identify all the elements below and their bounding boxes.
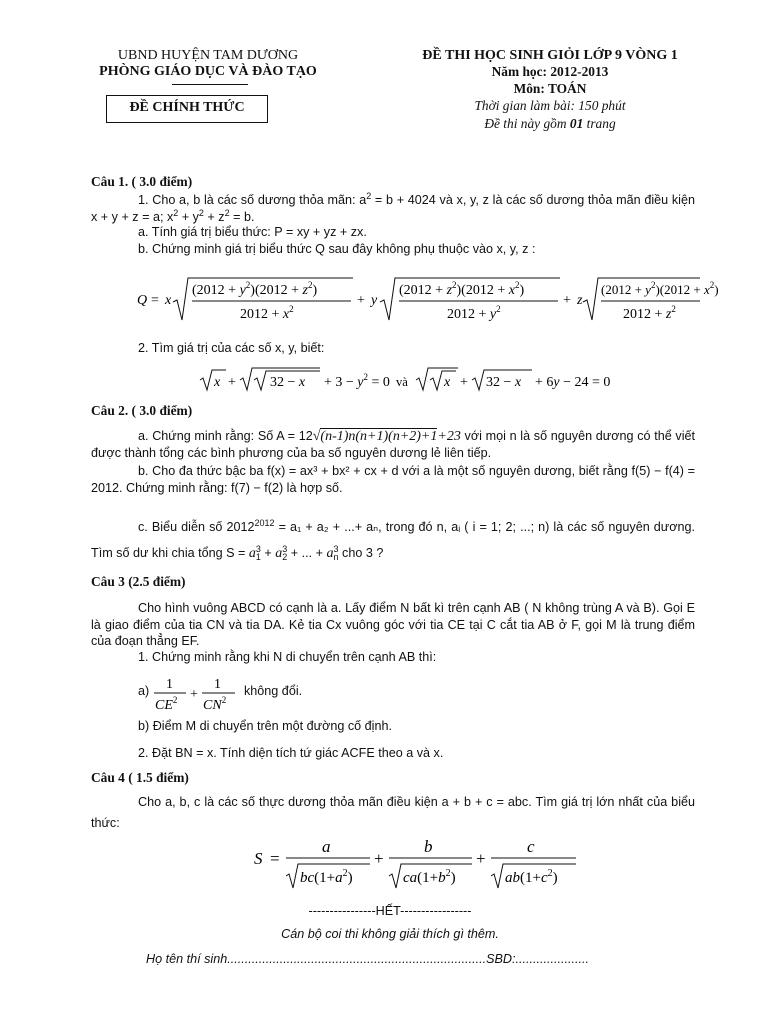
svg-text:+: + bbox=[190, 687, 198, 702]
svg-text:(2012 + y2)(2012 + x2): $(2012 + y^2)(2012 + x^2)$ bbox=[601, 280, 719, 297]
q2-part-c: c. Biểu diễn số $2012^{2012} = a_1 + a_2$ + ...+ aₙ, trong đó n, aᵢ ( i = 1; 2; ...; n) là các số nguyên dương. Tìm số dư khi chia tổng $S = a_1^3 + a_2^3$ + ... + $a_n^3$ cho 3 ? bbox=[91, 518, 695, 562]
svg-text:+: + bbox=[357, 293, 365, 308]
svg-text:b: b bbox=[424, 837, 433, 856]
svg-text:2012 + z2: $2012 + z^2$ bbox=[623, 304, 676, 322]
q3-intro: Cho hình vuông ABCD có cạnh là a. Lấy điểm N bất kì trên cạnh AB ( N không trùng A và B). Gọi E là giao điểm của tia CN và tia DA. Kẻ tia Cx vuông góc với tia CE tại C cắt tia AB ở F, gọi M là trung điểm của đoạn thẳng EF. bbox=[91, 601, 695, 648]
q-formula bbox=[135, 272, 719, 328]
svg-text:2012 + y2: $2012 + y^2$ bbox=[447, 304, 501, 322]
svg-text:+: + bbox=[228, 375, 236, 390]
svg-text:+: + bbox=[374, 849, 384, 868]
q1-part-a: a. Tính giá trị biểu thức: P = xy + yz + zx. bbox=[138, 225, 367, 239]
svg-text:bc(1+a2): $bc(1+a^2)$ bbox=[300, 868, 353, 886]
svg-text:+: + bbox=[460, 375, 468, 390]
svg-text:CN2: $CN^2$ bbox=[203, 695, 227, 713]
q3-a-formula bbox=[152, 672, 242, 714]
proctor-note: Cán bộ coi thi không giải thích gì thêm. bbox=[281, 927, 499, 941]
svg-text:c: c bbox=[527, 837, 535, 856]
svg-text:Q: Q bbox=[137, 293, 148, 308]
svg-text:1: 1 bbox=[166, 677, 173, 692]
svg-text:=: = bbox=[270, 849, 280, 868]
school-year: Năm học: 2012-2013 bbox=[491, 64, 609, 79]
svg-text:a: a bbox=[322, 837, 331, 856]
q3-a-text: không đổi. bbox=[244, 684, 303, 698]
q3-title: Câu 3 (2.5 điểm) bbox=[91, 574, 186, 589]
q3-part1: 1. Chứng minh rằng khi N di chuyển trên cạnh AB thì: bbox=[138, 650, 437, 664]
q2-part-a: a. Chứng minh rằng: Số A = 12√(n-1)n(n+1)(n+2)+1+23 với mọi n là số nguyên dương có thể viết được thành tổng các bình phương của ba số nguyên dương lẻ liên tiếp. bbox=[91, 429, 696, 460]
svg-text:2012 + x2: $2012 + x^2$ bbox=[240, 304, 294, 322]
official-label: ĐỀ CHÍNH THỨC bbox=[129, 100, 245, 115]
q4-title: Câu 4 ( 1.5 điểm) bbox=[91, 770, 189, 785]
q3-part2: 2. Đặt BN = x. Tính diện tích tứ giác ACFE theo a và x. bbox=[138, 746, 444, 760]
svg-text:và: và bbox=[396, 375, 408, 389]
svg-text:+: + bbox=[476, 849, 486, 868]
svg-text:S: S bbox=[254, 849, 263, 868]
svg-text:=: = bbox=[151, 293, 159, 308]
svg-text:y: y bbox=[371, 293, 378, 308]
exam-title: ĐỀ THI HỌC SINH GIỎI LỚP 9 VÒNG 1 bbox=[422, 48, 678, 63]
svg-text:+ 3 − y2 = 0: + $3 - y^2 = 0$ bbox=[324, 372, 390, 390]
end-marker: ----------------HẾT----------------- bbox=[308, 904, 472, 918]
page-count: Đề thi này gồm 01 trang bbox=[484, 116, 616, 131]
svg-text:x: x bbox=[165, 293, 172, 308]
q1-title: Câu 1. ( 3.0 điểm) bbox=[91, 174, 193, 189]
svg-text:+ 6y − 24 = 0: + 6y − 24 = 0 bbox=[535, 375, 611, 390]
svg-text:+: + bbox=[563, 293, 571, 308]
svg-text:CE2: $CE^2$ bbox=[155, 695, 178, 713]
q3-part-b: b) Điểm M di chuyển trên một đường cố định. bbox=[138, 719, 392, 733]
authority-name: UBND HUYỆN TAM DƯƠNG bbox=[117, 48, 299, 63]
q4-formula bbox=[252, 832, 582, 894]
svg-text:x: x bbox=[214, 375, 221, 390]
department-name: PHÒNG GIÁO DỤC VÀ ĐÀO TẠO bbox=[99, 64, 317, 79]
q4-intro: Cho a, b, c là các số thực dương thỏa mãn điều kiện a + b + c = abc. Tìm giá trị lớn nhất của biểu thức: bbox=[91, 795, 695, 830]
svg-text:ca(1+b2): $ca(1+b^2)$ bbox=[403, 868, 456, 886]
q2-part-b: b. Cho đa thức bậc ba f(x) = ax³ + bx² + cx + d với a là một số nguyên dương, biết rằng f(5) − f(4) = 2012. Chứng minh rằng: f(7) − f(2) là hợp số. bbox=[91, 464, 695, 495]
subject: Môn: TOÁN bbox=[513, 81, 587, 96]
q2-title: Câu 2. ( 3.0 điểm) bbox=[91, 403, 193, 418]
q3-a-label: a) bbox=[138, 684, 150, 698]
svg-text:z: z bbox=[577, 293, 583, 308]
q1-equations bbox=[198, 364, 611, 394]
svg-text:(2012 + z2)(2012 + x2): $(2012 + z^2)(2012 + x^2)$ bbox=[399, 280, 525, 298]
svg-text:x: x bbox=[444, 375, 451, 390]
header-rule bbox=[172, 84, 248, 85]
svg-text:1: 1 bbox=[214, 677, 221, 692]
candidate-info-line: Họ tên thí sinh..........................................................................SBD:..................... bbox=[146, 952, 590, 966]
svg-text:32 − x: 32 − x bbox=[486, 375, 522, 390]
q1-part1-text: 1. Cho a, b là các số dương thỏa mãn: $a^2 = b + 4024$ và x, y, z là các số dương thỏa mãn điều kiện x + y + z = a; $x^2 + y^2 + z^2 = b$. bbox=[91, 191, 695, 224]
time-limit: Thời gian làm bài: 150 phút bbox=[474, 98, 626, 113]
q1-part2: 2. Tìm giá trị của các số x, y, biết: bbox=[138, 341, 325, 355]
svg-text:(2012 + y2)(2012 + z2): $(2012 + y^2)(2012 + z^2)$ bbox=[192, 280, 318, 298]
svg-text:ab(1+c2): $ab(1+c^2)$ bbox=[505, 868, 558, 886]
q1-part-b: b. Chứng minh giá trị biểu thức Q sau đây không phụ thuộc vào x, y, z : bbox=[138, 242, 536, 256]
svg-text:32 − x: 32 − x bbox=[270, 375, 306, 390]
